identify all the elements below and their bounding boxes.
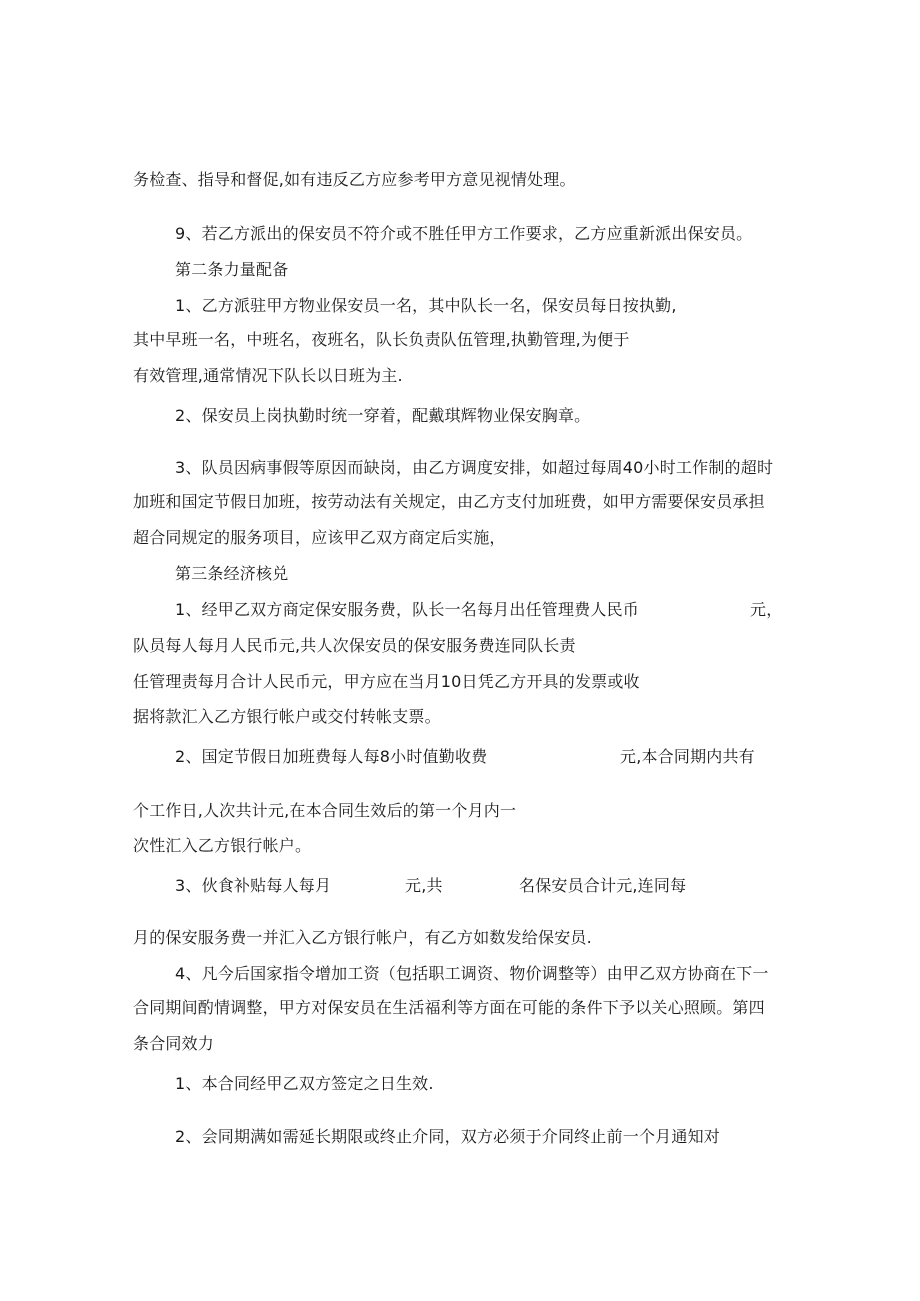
text-line: 超合同规定的服务项目，应该甲乙双方商定后实施，	[133, 528, 506, 547]
text-line: 名保安员合计元,连同每	[519, 876, 687, 895]
text-line: 元,本合同期内共有	[620, 747, 755, 766]
text-line: 2、保安员上岗执勤时统一穿着，配戴琪辉物业保安胸章。	[175, 406, 591, 425]
text-line: 月的保安服务费一并汇入乙方银行帐户，有乙方如数发给保安员.	[133, 928, 592, 947]
text-line: 任管理责每月合计人民币元，甲方应在当月10日凭乙方开具的发票或收	[133, 672, 640, 691]
text-line: 加班和国定节假日加班，按劳动法有关规定，由乙方支付加班费，如甲方需要保安员承担	[133, 492, 765, 511]
text-line: 2、国定节假日加班费每人每8小时值勤收费	[175, 747, 488, 766]
text-line: 务检查、指导和督促,如有违反乙方应参考甲方意见视情处理。	[133, 170, 576, 189]
text-line: 次性汇入乙方银行帐户。	[133, 836, 312, 855]
text-line: 2、会同期满如需延长期限或终止介同，双方必须于介同终止前一个月通知对	[175, 1127, 720, 1146]
text-line: 队员每人每月人民币元,共人次保安员的保安服务费连同队长责	[133, 636, 576, 655]
text-line: 个工作日,人次共计元,在本合同生效后的第一个月内一	[133, 801, 517, 820]
text-line: 元,共	[405, 876, 443, 895]
text-line: 1、经甲乙双方商定保安服务费，队长一名每月出任管理费人民币	[175, 600, 639, 619]
text-line: 1、本合同经甲乙双方签定之日生效.	[175, 1074, 434, 1093]
text-line: 其中早班一名，中班名，夜班名，队长负责队伍管理,执勤管理,为便于	[133, 330, 630, 349]
text-line: 有效管理,通常情况下队长以日班为主.	[133, 366, 403, 385]
text-line: 合同期间酌情调整，甲方对保安员在生活福利等方面在可能的条件下予以关心照顾。第四	[133, 998, 765, 1017]
section-heading: 第三条经济核兑	[175, 564, 289, 583]
text-line: 3、伙食补贴每人每月	[175, 876, 332, 895]
text-line: 4、凡今后国家指令增加工资（包括职工调资、物价调整等）由甲乙双方协商在下一	[175, 964, 769, 983]
text-line: 元，	[750, 600, 783, 619]
text-line: 条合同效力	[133, 1034, 215, 1053]
text-line: 9、若乙方派出的保安员不符介或不胜任甲方工作要求，乙方应重新派出保安员。	[175, 224, 753, 243]
text-line: 3、队员因病事假等原因而缺岗，由乙方调度安排，如超过每周40小时工作制的超时	[175, 458, 774, 477]
text-line: 据将款汇入乙方银行帐户或交付转帐支票。	[133, 707, 441, 726]
text-line: 1、乙方派驻甲方物业保安员一名，其中队长一名，保安员每日按执勤,	[175, 296, 677, 315]
section-heading: 第二条力量配备	[175, 260, 289, 279]
